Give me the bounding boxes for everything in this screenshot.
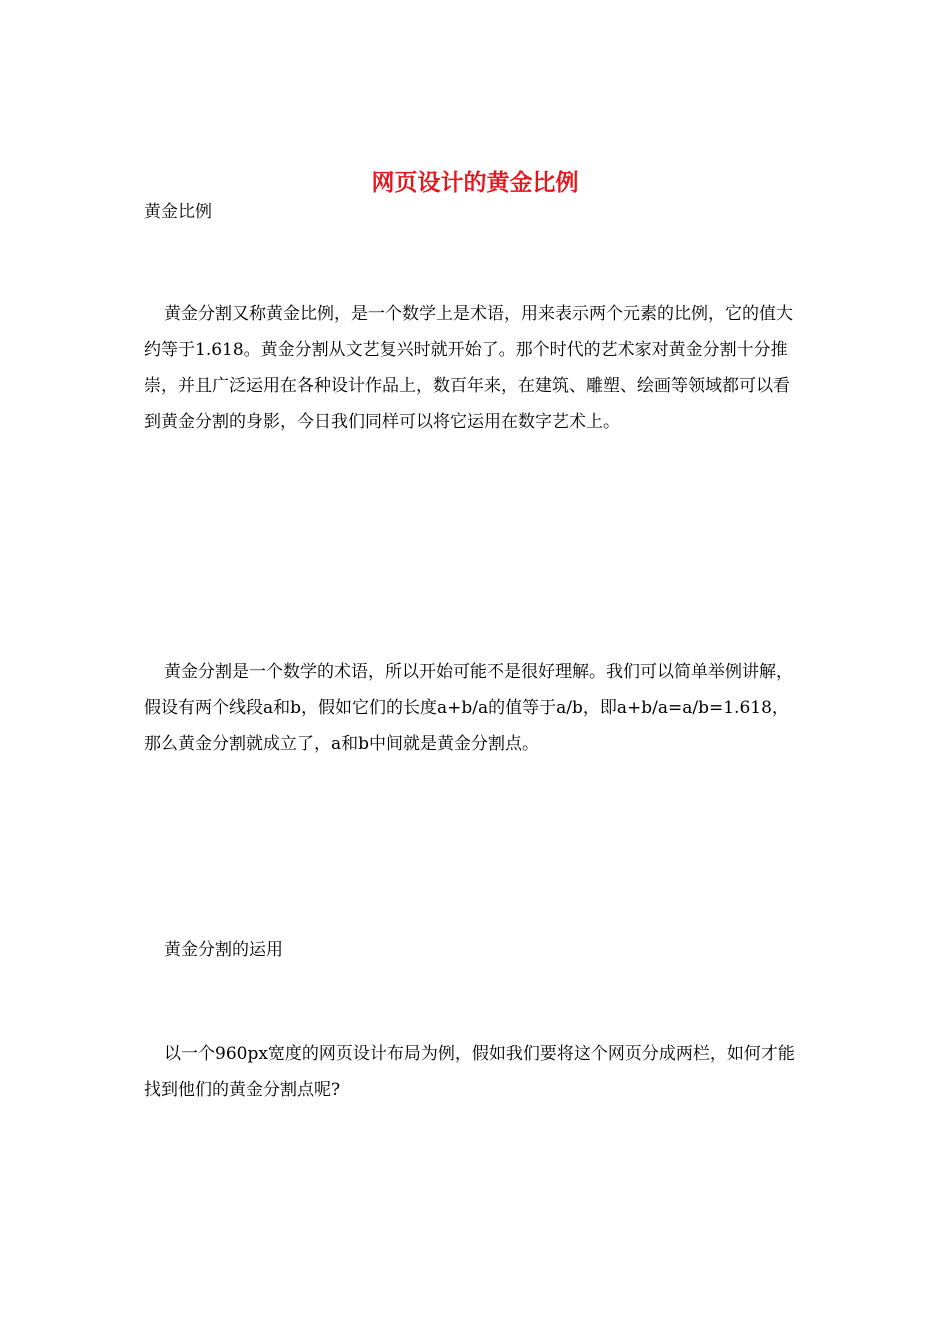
- paragraph-intro: 黄金分割又称黄金比例，是一个数学上是术语，用来表示两个元素的比例，它的值大约等于1.618。黄金分割从文艺复兴时就开始了。那个时代的艺术家对黄金分割十分推崇，并且广泛运用在各种设计作品上，数百年来，在建筑、雕塑、绘画等领域都可以看到黄金分割的身影，今日我们同样可以将它运用在数字艺术上。: [144, 304, 793, 432]
- page-title: 网页设计的黄金比例: [371, 169, 579, 197]
- paragraph-explanation: 黄金分割是一个数学的术语，所以开始可能不是很好理解。我们可以简单举例讲解，假设有两个线段a和b，假如它们的长度a+b/a的值等于a/b，即a+b/a=a/b=1.618，那么黄金分割就成立了，a和b中间就是黄金分割点。: [144, 662, 793, 754]
- section-subtitle: 黄金比例: [144, 202, 212, 222]
- section-heading-application: 黄金分割的运用: [164, 940, 283, 960]
- paragraph-example: 以一个960px宽度的网页设计布局为例，假如我们要将这个网页分成两栏，如何才能找到他们的黄金分割点呢?: [144, 1044, 795, 1100]
